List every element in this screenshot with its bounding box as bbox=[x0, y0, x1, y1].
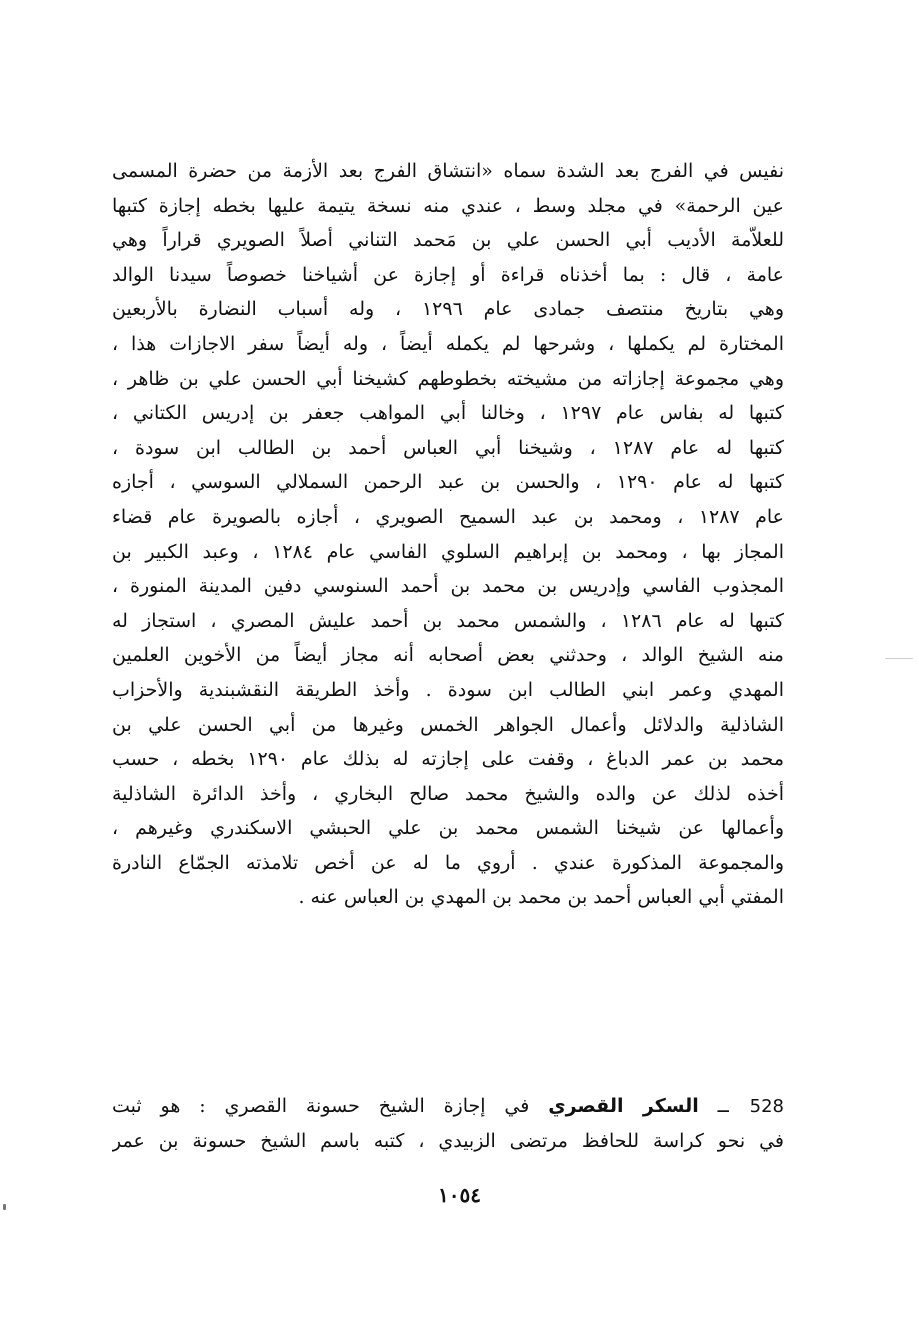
text-line: للعلاّمة الأديب أبي الحسن علي بن مَحمد التناني أصلاً الصويري قراراً وهي bbox=[112, 229, 784, 252]
text-line: المختارة لم يكملها ، وشرحها لم يكمله أيضاً ، وله أيضاً سفر الاجازات هذا ، bbox=[112, 332, 784, 355]
text-line: نفيس في الفرج بعد الشدة سماه «انتشاق الفرج بعد الأزمة من حضرة المسمى bbox=[112, 160, 784, 182]
entry-first-line bbox=[112, 1089, 784, 1124]
text-line: وهي بتاريخ منتصف جمادى عام ١٢٩٦ ، وله أسباب النضارة بالأربعين bbox=[112, 298, 784, 321]
text-line: الشاذلية والدلائل وأعمال الجواهر الخمس وغيرها من أبي الحسن علي بن bbox=[112, 713, 784, 736]
entry-528 bbox=[112, 1089, 784, 1158]
entry-second-line: في نحو كراسة للحافظ مرتضى الزبيدي ، كتبه باسم الشيخ حسونة بن عمر bbox=[112, 1129, 784, 1152]
text-line-last: المفتي أبي العباس أحمد بن محمد بن المهدي بن العباس عنه . bbox=[298, 886, 784, 909]
page-number: ١٠٥٤ bbox=[438, 1183, 481, 1207]
entry-dash: ــ bbox=[717, 1095, 729, 1117]
text-line: وأعمالها عن شيخنا الشمس محمد بن علي الحبشي الاسكندري وغيرهم ، bbox=[112, 817, 784, 840]
text-line: كتبها له عام ١٢٨٧ ، وشيخنا أبي العباس أحمد بن الطالب ابن سودة ، bbox=[112, 436, 784, 459]
text-line: عام ١٢٨٧ ، ومحمد بن عبد السميح الصويري ، أجازه بالصويرة عام قضاء bbox=[112, 505, 784, 528]
main-paragraph bbox=[112, 154, 784, 915]
text-line: عين الرحمة» في مجلد وسط ، عندي منه نسخة يتيمة عليها بخطه إجازة كتبها bbox=[112, 194, 784, 217]
scan-speck bbox=[3, 1204, 6, 1210]
text-line: أخذه لذلك عن والده والشيخ محمد صالح البخاري ، وأخذ الدائرة الشاذلية bbox=[112, 782, 784, 805]
scan-speck bbox=[885, 658, 913, 659]
text-line: كتبها له بفاس عام ١٢٩٧ ، وخالنا أبي المواهب جعفر بن إدريس الكتاني ، bbox=[112, 402, 784, 425]
text-line: كتبها له عام ١٢٨٦ ، والشمس محمد بن أحمد عليش المصري ، استجاز له bbox=[112, 609, 784, 632]
entry-number: 528 bbox=[749, 1096, 784, 1117]
text-line: المجذوب الفاسي وإدريس بن محمد بن أحمد السنوسي دفين المدينة المنورة ، bbox=[112, 575, 784, 598]
text-line: عامة ، قال : بما أخذناه قراءة أو إجازة عن أشياخنا خصوصاً سيدنا الوالد bbox=[112, 263, 784, 286]
text-line: كتبها له عام ١٢٩٠ ، والحسن بن عبد الرحمن السملالي السوسي ، أجازه bbox=[112, 471, 784, 494]
entry-heading: السكر القصري bbox=[548, 1095, 699, 1117]
text-line: والمجموعة المذكورة عندي . أروي ما له عن أخص تلامذته الجمّاع النادرة bbox=[112, 851, 784, 874]
text-line: المهدي وعمر ابني الطالب ابن سودة . وأخذ الطريقة النقشبندية والأحزاب bbox=[112, 678, 784, 701]
text-line: محمد بن عمر الدباغ ، وقفت على إجازته له بذلك عام ١٢٩٠ بخطه ، حسب bbox=[112, 748, 784, 771]
text-line: وهي مجموعة إجازاته من مشيخته بخطوطهم كشيخنا أبي الحسن علي بن ظاهر ، bbox=[112, 367, 784, 390]
entry-first-line-text: في إجازة الشيخ حسونة القصري : هو ثبت bbox=[112, 1095, 530, 1117]
text-line: المجاز بها ، ومحمد بن إبراهيم السلوي الفاسي عام ١٢٨٤ ، وعبد الكبير بن bbox=[112, 540, 784, 563]
text-line: منه الشيخ الوالد ، وحدثني بعض أصحابه أنه مجاز أيضاً من الأخوين العلمين bbox=[112, 644, 784, 667]
